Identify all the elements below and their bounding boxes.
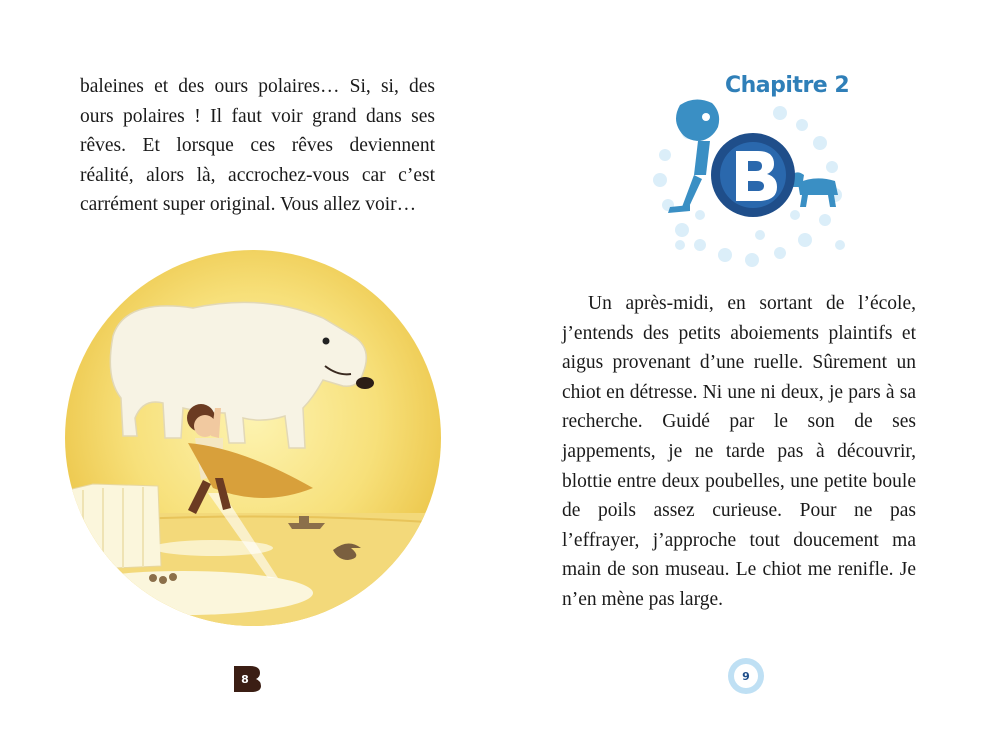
chapter-paragraph: Un après-midi, en sortant de l’école, j’entends des petits aboiements plaintifs et aigus provenant d’une ruelle. Sûrement un chiot en détresse. Ni une ni deux, je pars à sa recherche. Guidé par le son de ses jappements, je ne tarde pas à découvrir, blottie entre deux poubelles, une petite boule de poils assez curieuse. Pour ne pas l’effrayer, j’approche tout doucement ma main de son museau. Le chiot me renifle. Je n’en mène pas large. [562,293,916,610]
left-page-text: baleines et des ours polaires… Si, si, des ours polaires ! Il faut voir grand dans ses rêves. Et lorsque ces rêves deviennent réalité, alors là, accrochez-vous car c’est carrément super original. Vous allez voir… [80,76,435,215]
polar-bear-superhero-icon [63,248,443,628]
page-number-badge-right [727,657,765,695]
chapter-emblem [640,95,855,270]
chapter-title: Chapitre 2 [725,73,850,98]
page-number-badge-left [232,664,262,694]
page-number-left: 8 [241,673,249,686]
page-number-right: 9 [742,670,750,683]
left-page [0,0,497,756]
